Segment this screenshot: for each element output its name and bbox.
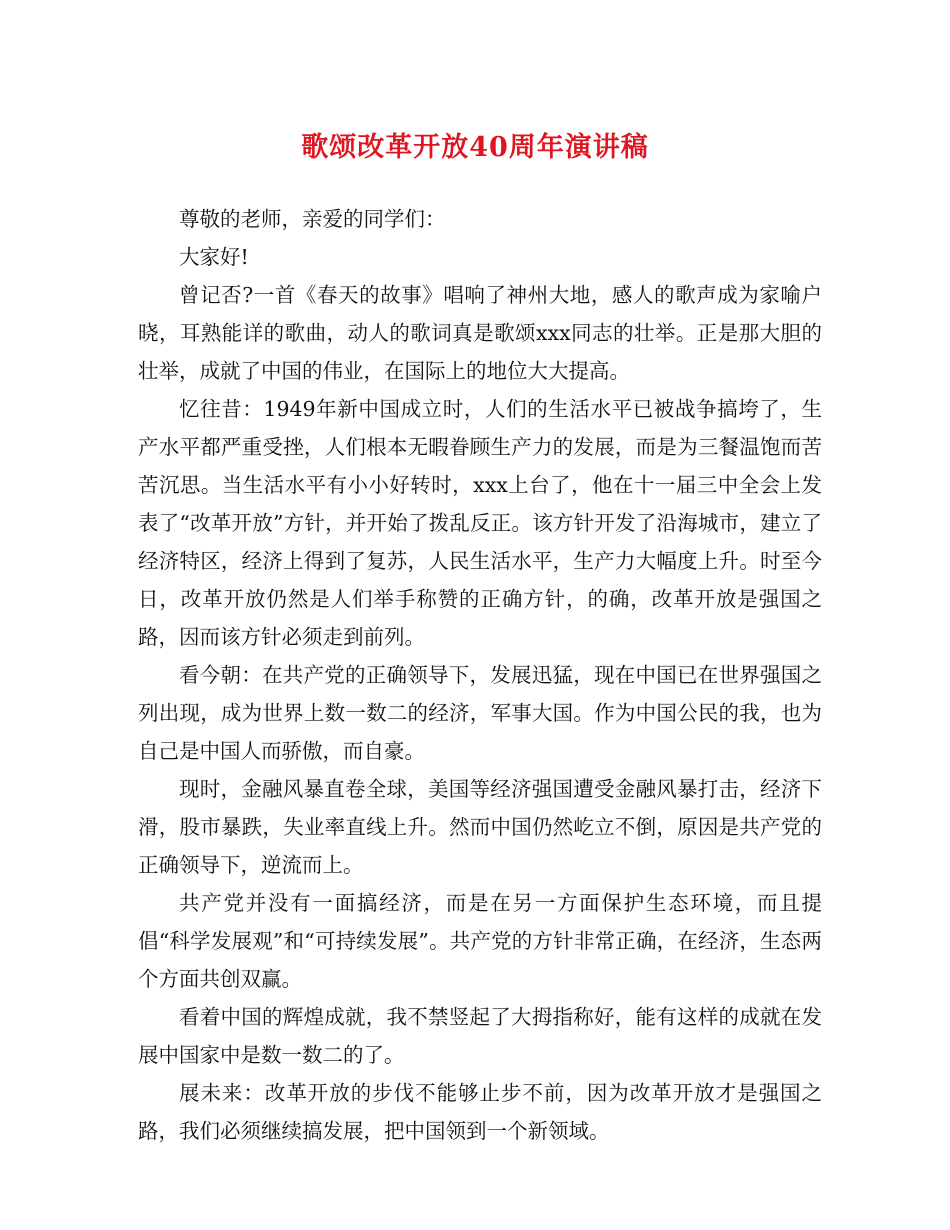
document-title: 歌颂改革开放40周年演讲稿: [301, 132, 649, 163]
body-paragraph: 看着中国的辉煌成就，我不禁竖起了大拇指称好，能有这样的成就在发展中国家中是数一数二的了。: [138, 1005, 822, 1067]
salutation-paragraph: 尊敬的老师，亲爱的同学们：: [179, 207, 446, 231]
body-paragraph: 展未来：改革开放的步伐不能够止步不前，因为改革开放才是强国之路，我们必须继续搞发展，把中国领到一个新领域。: [138, 1081, 822, 1143]
body-paragraph: 忆往昔：1949年新中国成立时，人们的生活水平已被战争搞垮了，生产水平都严重受挫，人们根本无暇眷顾生产力的发展，而是为三餐温饱而苦苦沉思。当生活水平有小小好转时，xxx上台了，他在十一届三中全会上发表了“改革开放”方针，并开始了拨乱反正。该方针开发了沿海城市，建立了经济特区，经济上得到了复苏，人民生活水平，生产力大幅度上升。时至今日，改革开放仍然是人们举手称赞的正确方针，的确，改革开放是强国之路，因而该方针必须走到前列。: [138, 397, 822, 649]
body-paragraph: 共产党并没有一面搞经济，而是在另一方面保护生态环境，而且提倡“科学发展观”和“可持续发展”。共产党的方针非常正确，在经济，生态两个方面共创双赢。: [138, 891, 822, 991]
body-paragraph: 看今朝：在共产党的正确领导下，发展迅猛，现在中国已在世界强国之列出现，成为世界上数一数二的经济，军事大国。作为中国公民的我，也为自己是中国人而骄傲，而自豪。: [138, 663, 822, 763]
body-paragraph: 现时，金融风暴直卷全球，美国等经济强国遭受金融风暴打击，经济下滑，股市暴跌，失业率直线上升。然而中国仍然屹立不倒，原因是共产党的正确领导下，逆流而上。: [138, 777, 822, 877]
greeting-paragraph: 大家好!: [179, 245, 249, 269]
document-body: [138, 200, 822, 1150]
body-paragraph: 曾记否?一首《春天的故事》唱响了神州大地，感人的歌声成为家喻户晓，耳熟能详的歌曲，动人的歌词真是歌颂xxx同志的壮举。正是那大胆的壮举，成就了中国的伟业，在国际上的地位大大提高。: [138, 283, 822, 383]
